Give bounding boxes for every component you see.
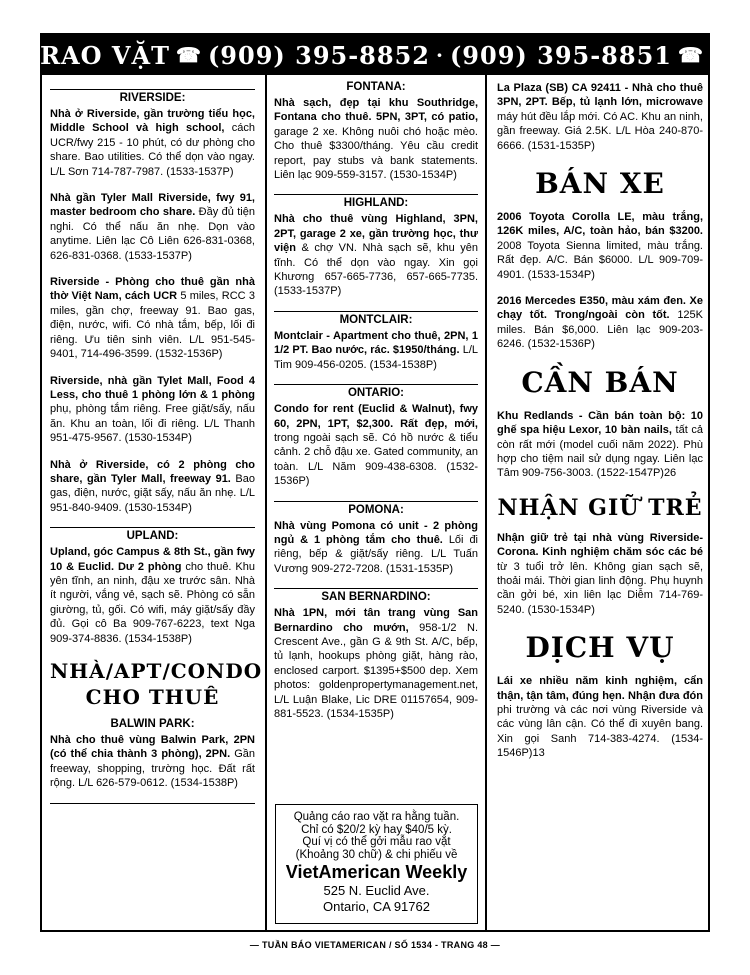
category-heading-cars: BÁN XE — [535, 167, 665, 201]
promo-line: (Khoảng 30 chữ) & chi phiếu về — [295, 848, 458, 861]
page-header — [42, 35, 708, 75]
column-1 — [42, 75, 262, 930]
listing: Nhà gần Tyler Mall Riverside, fwy 91, master bedroom cho share. Đầy đủ tiện nghi. Có thể nấu ăn nhẹ. Dọn vào anytime. Liên lạc Cô Liên 626-831-0368, 626-831-0368. (1533-1537P) — [50, 192, 255, 262]
category-heading-for-sale: CẦN BÁN — [521, 365, 679, 399]
header-title: RAO VẶT — [40, 40, 171, 70]
section-title-montclair: MONTCLAIR: — [274, 311, 478, 326]
promo-line: Quí vị có thể gởi mẫu rao vặt — [302, 836, 451, 848]
classifieds-page — [40, 33, 710, 932]
divider — [50, 803, 255, 804]
column-2 — [265, 75, 487, 930]
listing: Riverside - Phòng cho thuê gần nhà thờ Việt Nam, cách UCR 5 miles, RCC 3 miles, gần chợ, freeway 91. Bao gas, điện, nước, wifi. Có nhà tắm, bếp, lối đi riêng. Ưu tiên sinh viên. L/L 951-545-9401, 714-496-3599. (1532-1536P) — [50, 276, 255, 361]
listing: 2016 Mercedes E350, màu xám đen. Xe chạy tốt. Trong/ngoài còn tốt. 125K miles. Bán $6,000. Liên lạc 909-203-6246. (1532-1536P) — [497, 295, 704, 351]
listing: La Plaza (SB) CA 92411 - Nhà cho thuê 3PN, 2PT. Bếp, tủ lạnh lớn, microwave máy hút đều lắp mới. Có AC. Khu an ninh, gần freeway. Giá 2.5K. L/L Hòa 240-870-6666. (1531-1535P) — [497, 82, 703, 152]
phone-icon: ☎ — [677, 43, 704, 67]
section-title-balwin-park: BALWIN PARK: — [110, 718, 195, 730]
column-3 — [490, 75, 710, 930]
listing: Upland, góc Campus & 8th St., gần fwy 10 & Euclid. Dư 2 phòng cho thuê. Khu yên tĩnh, an ninh, đậu xe trước sân. Nhà ít người, vắng vẻ, sạch sẽ. Phòng có sẵn giường, tủ, gối. Có wifi, máy giặt/sấy đầy đủ. Gọi cô Ba 909-767-6223, text Nga 909-374-8836. (1534-1538P) — [50, 546, 255, 645]
section-title-pomona: POMONA: — [274, 501, 478, 516]
category-heading-services: DỊCH VỤ — [525, 631, 675, 665]
section-title-riverside: RIVERSIDE: — [50, 89, 255, 104]
section-title-upland: UPLAND: — [50, 527, 255, 542]
listing: Condo for rent (Euclid & Walnut), fwy 60, 2PN, 1PT, $2,300. Rất đẹp, mới, trong ngoài sạch sẽ. Có hồ nước & tiểu cảnh. 2 chỗ đậu xe. Gated community, an toàn. L/L Năm 909-438-6308. (1532-1536P) — [274, 403, 478, 488]
listing: Nhận giữ trẻ tại nhà vùng Riverside-Corona. Kinh nghiệm chăm sóc các bé từ 3 tuổi trở lên. Không gian sạch sẽ, thoải mái. Thời gian linh động. Phụ huynh cần gởi bé, xin liên lạc Diễm 714-769-5240. (1530-1534P) — [497, 531, 703, 616]
listing: Nhà cho thuê vùng Balwin Park, 2PN (có thể chia thành 3 phòng), 2PN. Gần freeway, shopping, trường học. Đất rất rộng. L/L 626-579-0612. (1534-1538P) — [50, 734, 255, 790]
listing: Nhà vùng Pomona có unit - 2 phòng ngủ & 1 phòng tắm cho thuê. Lối đi riêng, bếp & giặt/sấy riêng. L/L Tuấn Vương 909-272-7208. (1531-1535P) — [274, 519, 479, 575]
section-title-san-bernardino: SAN BERNARDINO: — [274, 588, 478, 603]
page-footer: — TUẦN BÁO VIETAMERICAN / SỐ 1534 - TRANG 48 — — [249, 940, 501, 950]
listing: Nhà 1PN, mới tân trang vùng San Bernardino cho mướn, 958-1/2 N. Crescent Ave., gần G & 9th St. A/C, bếp, tủ lạnh, hookups phòng giặt, hàng rào, enclosed carport. $1395+$500 dep. Xem photos: goldenpropertymanagement.net, L/L Luận Blake, Lic DRE 01157654, 909-881-5523. (1534-1535P) — [274, 607, 479, 720]
address-line: Ontario, CA 91762 — [323, 899, 430, 914]
listing: Riverside, nhà gần Tylet Mall, Food 4 Less, cho thuê 1 phòng lớn & 1 phòng phụ, phòng tắm riêng. Free giặt/sấy, nấu ăn. Khu an toàn, lối đi riêng. L/L Thanh 951-475-9567. (1530-1534P) — [50, 374, 255, 445]
listing: Khu Redlands - Cần bán toàn bộ: 10 ghế spa hiệu Lexor, 10 bàn nails, tất cả còn rất mới (model cuối năm 2022). Phù hợp cho tiệm nail sử dụng ngay. Liên lạc Tâm 909-756-3003. (1522-1547P)26 — [497, 409, 703, 480]
section-title-fontana: FONTANA: — [346, 81, 406, 93]
listing: Lái xe nhiều năm kinh nghiệm, cẩn thận, tận tâm, đúng hẹn. Nhận đưa đón phi trường và các nơi vùng Riverside và các vùng lân cận. Có thể đi xuyên bang. Xin gọi Sanh 714-383-4274. (1534-1546P)13 — [497, 675, 703, 760]
listing: Nhà cho thuê vùng Highland, 3PN, 2PT, garage 2 xe, gần trường học, thư viện & chợ VN. Nhà sạch sẽ, khu yên tĩnh. Có thể dọn vào ngay. Xin gọi Khương 657-665-7736, 657-665-7735. (1533-1537P) — [274, 213, 478, 298]
advertising-info-box — [275, 804, 478, 924]
section-title-ontario: ONTARIO: — [274, 384, 478, 399]
section-title-highland: HIGHLAND: — [274, 194, 478, 209]
header-phone-1: (909) 395-8852 — [207, 40, 430, 70]
publication-name: VietAmerican Weekly — [285, 862, 468, 882]
promo-line: Chỉ có $20/2 kỳ hay $40/5 kỳ. — [301, 823, 452, 836]
category-heading-childcare: NHẬN GIỮ TRẺ — [497, 494, 703, 521]
category-heading-rentals: NHÀ/APT/CONDO CHO THUÊ — [50, 659, 262, 709]
phone-icon: ☎ — [176, 43, 202, 67]
address-line: 525 N. Euclid Ave. — [323, 883, 430, 898]
header-separator: · — [435, 43, 444, 67]
promo-line: Quảng cáo rao vặt ra hằng tuần. — [293, 811, 460, 823]
listing: 2006 Toyota Corolla LE, màu trắng, 126K miles, A/C, toàn hảo, bán $3200. 2008 Toyota Sienna limited, màu trắng. Rất đẹp. A/C. Bán $6000. L/L 909-709-4901. (1533-1534P) — [497, 211, 703, 281]
header-phone-2: (909) 395-8851 — [449, 40, 672, 70]
listing: Nhà ở Riverside, có 2 phòng cho share, gần Tyler Mall, freeway 91. Bao gas, điện, nước, giặt sấy, nấu ăn nhẹ. L/L 951-840-9409. (1530-1534P) — [50, 458, 255, 514]
listing: Montclair - Apartment cho thuê, 2PN, 1 1/2 PT. Bao nước, rác. $1950/tháng. L/L Tim 909-456-0205. (1534-1538P) — [274, 329, 478, 371]
listing: Nhà ở Riverside, gần trường tiểu học, Middle School và high school, cách UCR/fwy 215 - 10 phút, có dư phòng cho share. Bao utilities. Có thể dọn vào ngay. L/L Sơn 714-787-7987. (1533-1537P) — [50, 108, 255, 178]
listing: Nhà sạch, đẹp tại khu Southridge, Fontana cho thuê. 5PN, 3PT, có patio, garage 2 xe. Không nuôi chó hoặc mèo. Cho thuê $3300/tháng. Yêu cầu credit report, pay stubs và bank statements. Liên lạc 909-559-3157. (1530-1534P) — [274, 97, 478, 182]
